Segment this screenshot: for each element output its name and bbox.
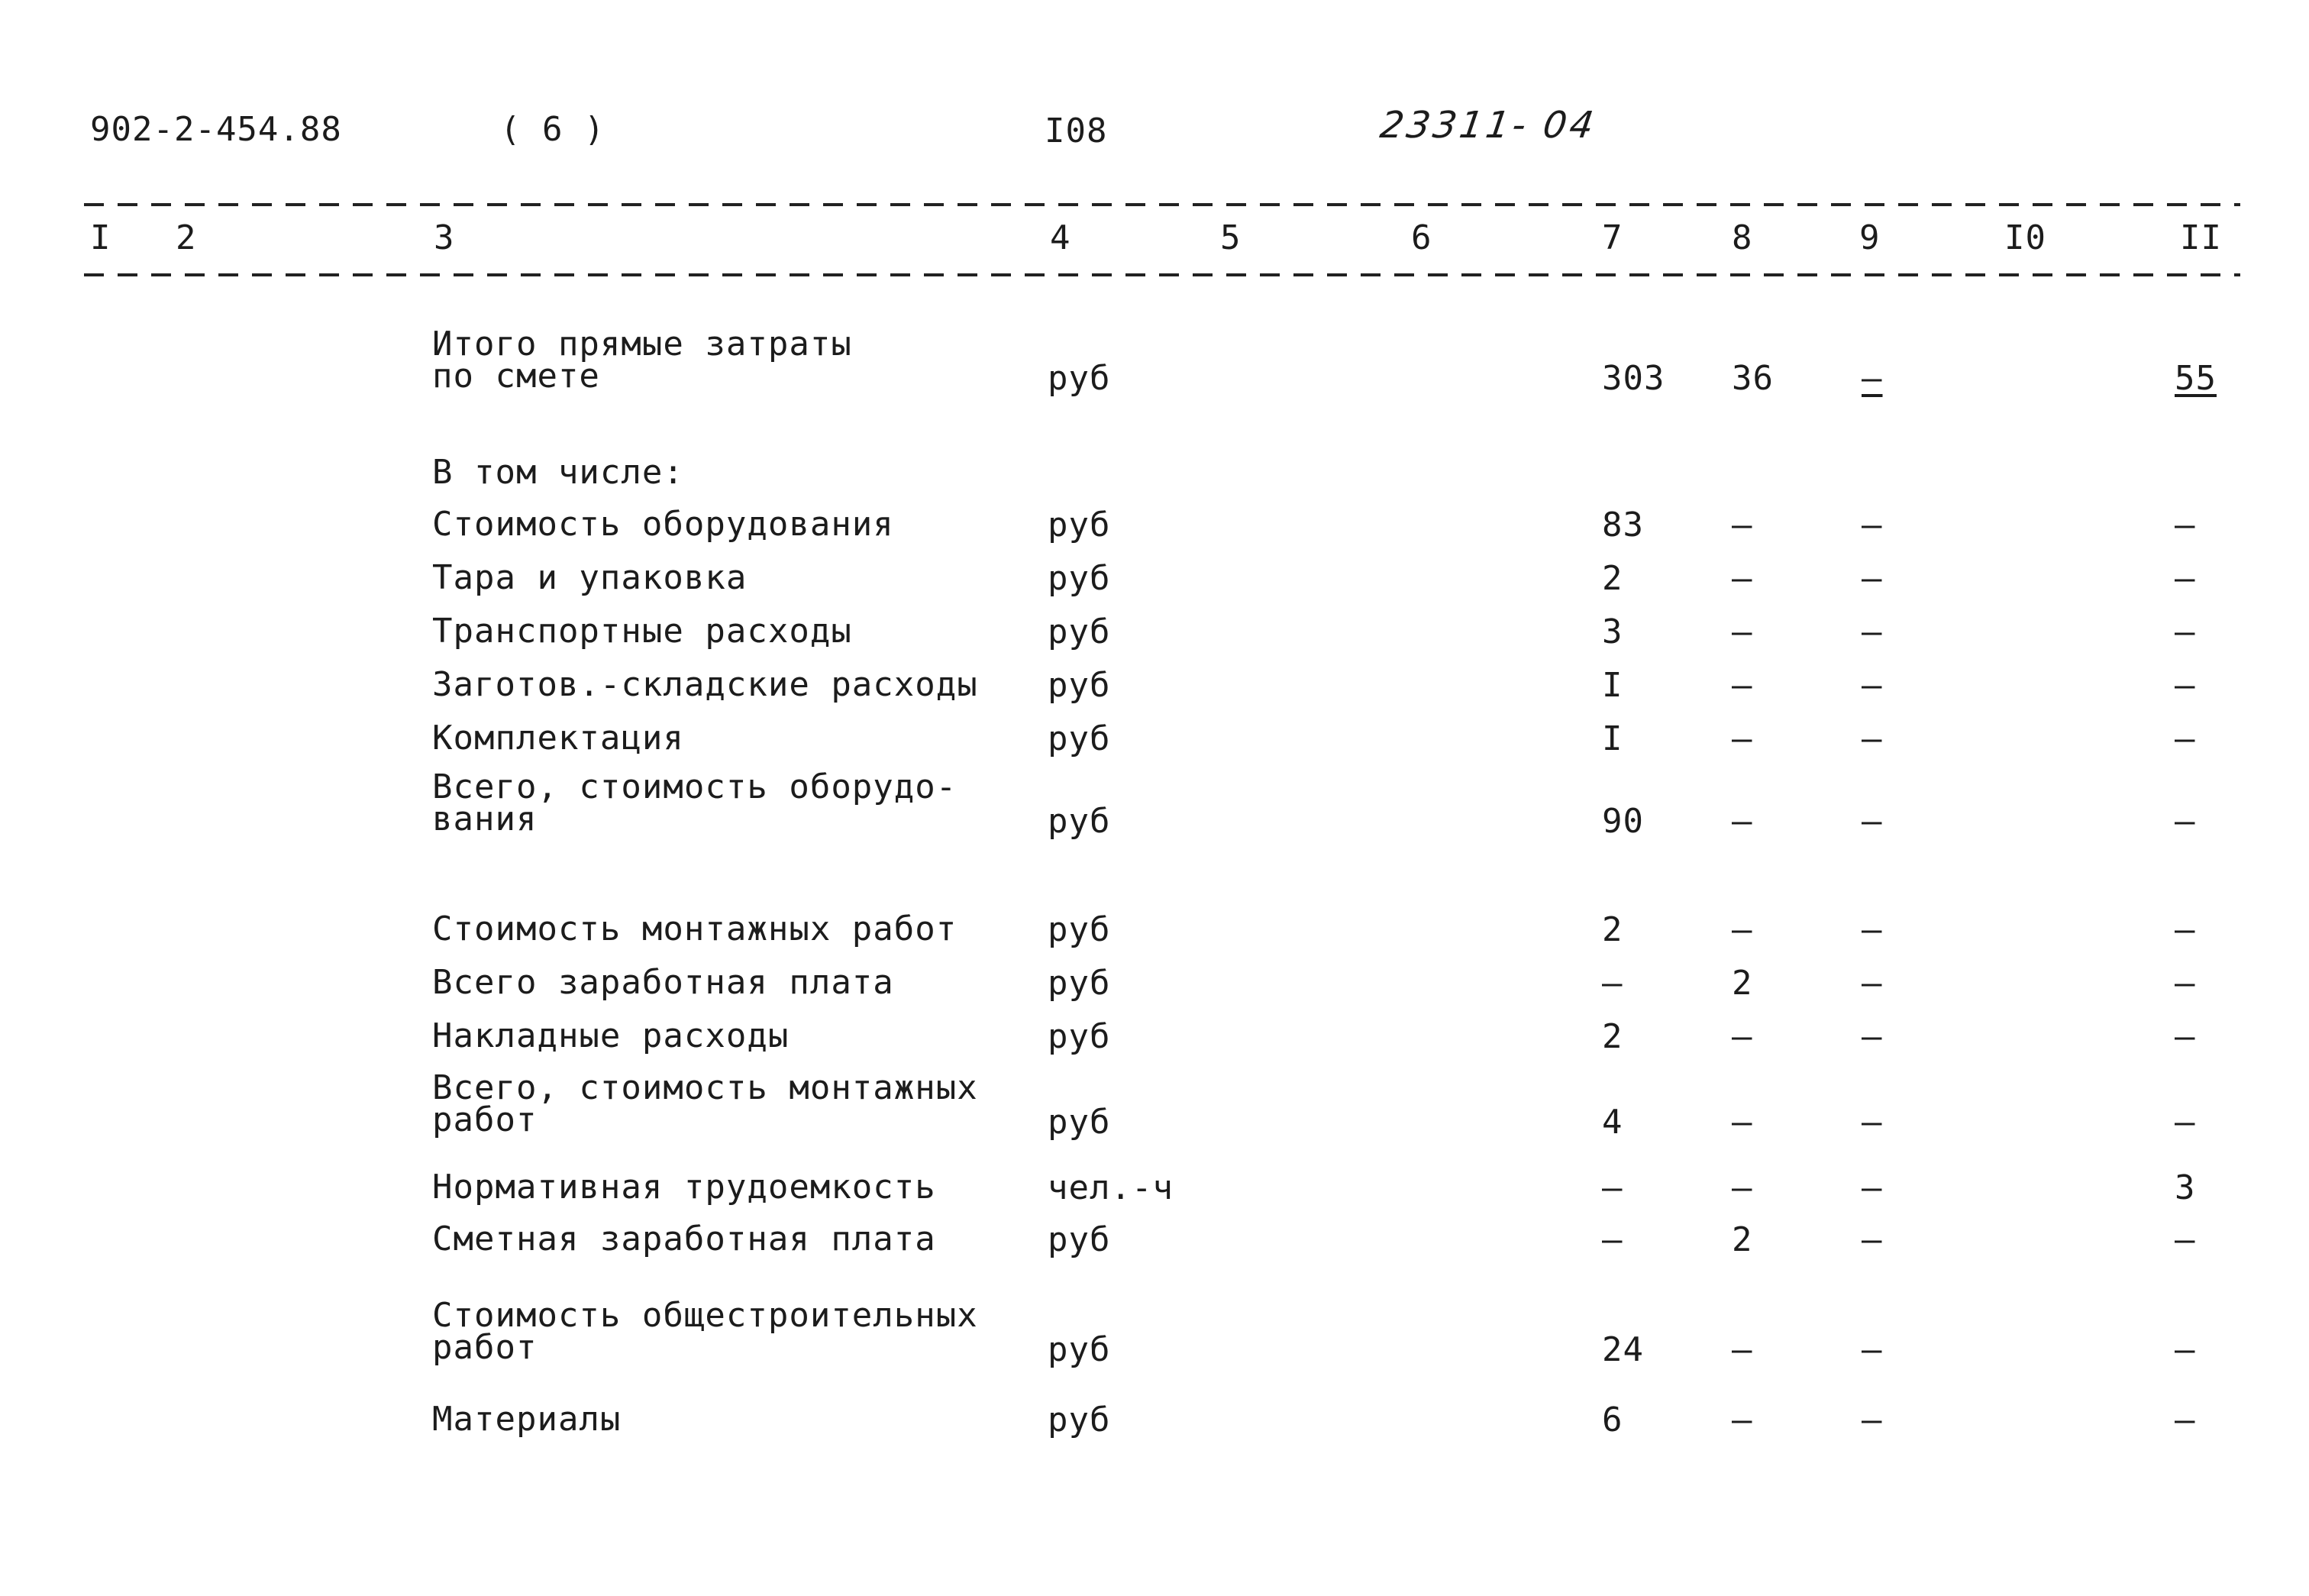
value-cell-c7: I — [1602, 719, 1623, 758]
row-label: Всего, стоимость монтажных работ — [432, 1068, 978, 1139]
value-cell-c7: 303 — [1602, 359, 1665, 398]
value-cell-c8: – — [1732, 1168, 1753, 1207]
value-cell-c9: – — [1862, 964, 1883, 1003]
value-cell-c8: – — [1732, 1103, 1753, 1142]
value-cell-c11: – — [2175, 1330, 2196, 1369]
row-label: Тара и упаковка — [432, 558, 748, 597]
value-cell-c9: – — [1862, 719, 1883, 758]
value-cell-c7: 2 — [1602, 559, 1623, 598]
value-cell-c11: – — [2175, 1401, 2196, 1439]
value-cell-c9: – — [1862, 1168, 1883, 1207]
row-label: Всего заработная плата — [432, 963, 894, 1002]
value-cell-c11: – — [2175, 506, 2196, 544]
row-label: Заготов.-складские расходы — [432, 665, 978, 704]
value-cell-c11: – — [2175, 719, 2196, 758]
row-label: Комплектация — [432, 719, 684, 758]
unit-cell: руб — [1048, 612, 1111, 651]
value-cell-c8: – — [1732, 1017, 1753, 1056]
value-cell-c11: – — [2175, 964, 2196, 1003]
value-cell-c11: – — [2175, 612, 2196, 651]
column-number: I0 — [2004, 218, 2046, 257]
value-cell-c11: 55 — [2175, 359, 2217, 398]
unit-cell: руб — [1048, 1103, 1111, 1142]
value-cell-c8: – — [1732, 559, 1753, 598]
value-cell-c9: – — [1862, 802, 1883, 841]
row-label: Итого прямые затраты по смете — [432, 325, 852, 396]
value-cell-c9: – — [1862, 1330, 1883, 1369]
value-cell-c8: – — [1732, 802, 1753, 841]
row-label: Всего, стоимость оборудо- вания — [432, 767, 958, 838]
value-cell-c11: – — [2175, 802, 2196, 841]
unit-cell: руб — [1048, 1330, 1111, 1369]
value-cell-c9: – — [1862, 1220, 1883, 1259]
value-cell-c8: – — [1732, 1401, 1753, 1439]
row-label: Транспортные расходы — [432, 612, 852, 651]
row-label: В том числе: — [432, 453, 684, 492]
value-cell-c9: – — [1862, 1017, 1883, 1056]
unit-cell: руб — [1048, 666, 1111, 705]
value-cell-c8: – — [1732, 506, 1753, 544]
header-rule-bottom — [84, 273, 2240, 276]
value-cell-c9: – — [1862, 1401, 1883, 1439]
column-number: 3 — [434, 218, 455, 257]
row-label: Накладные расходы — [432, 1016, 790, 1055]
value-cell-c7: 3 — [1602, 612, 1623, 651]
row-label: Стоимость общестроительных работ — [432, 1296, 978, 1367]
row-label: Сметная заработная плата — [432, 1220, 936, 1258]
handwritten-number: 23311- 04 — [1377, 104, 1600, 147]
value-cell-c9: – — [1862, 666, 1883, 705]
value-cell-c7: 24 — [1602, 1330, 1644, 1369]
value-cell-c7: I — [1602, 666, 1623, 705]
unit-cell: чел.-ч — [1048, 1168, 1174, 1207]
value-cell-c8: – — [1732, 719, 1753, 758]
value-cell-c7: 90 — [1602, 802, 1644, 841]
unit-cell: руб — [1048, 1220, 1111, 1259]
value-cell-c9: – — [1862, 1103, 1883, 1142]
unit-cell: руб — [1048, 559, 1111, 598]
column-number: 8 — [1732, 218, 1753, 257]
row-label: Стоимость монтажных работ — [432, 909, 958, 948]
unit-cell: руб — [1048, 506, 1111, 544]
column-number: 2 — [176, 218, 197, 257]
value-cell-c8: – — [1732, 612, 1753, 651]
page-number: I08 — [1045, 111, 1108, 150]
column-number: 7 — [1602, 218, 1623, 257]
unit-cell: руб — [1048, 1017, 1111, 1056]
value-cell-c8: – — [1732, 1330, 1753, 1369]
row-label: Стоимость оборудования — [432, 505, 894, 544]
value-cell-c11: – — [2175, 910, 2196, 949]
unit-cell: руб — [1048, 1401, 1111, 1439]
value-cell-c11: – — [2175, 666, 2196, 705]
value-cell-c8: – — [1732, 910, 1753, 949]
value-cell-c11: – — [2175, 1103, 2196, 1142]
value-cell-c11: – — [2175, 559, 2196, 598]
value-cell-c7: 2 — [1602, 1017, 1623, 1056]
value-cell-c9: – — [1862, 506, 1883, 544]
value-cell-c9: – — [1862, 612, 1883, 651]
unit-cell: руб — [1048, 802, 1111, 841]
row-label: Нормативная трудоемкость — [432, 1168, 936, 1207]
value-cell-c11: – — [2175, 1017, 2196, 1056]
value-cell-c7: 2 — [1602, 910, 1623, 949]
column-number: 4 — [1050, 218, 1071, 257]
unit-cell: руб — [1048, 910, 1111, 949]
header-rule-top — [84, 203, 2240, 206]
value-cell-c9: – — [1862, 910, 1883, 949]
column-number: II — [2180, 218, 2222, 257]
unit-cell: руб — [1048, 359, 1111, 398]
column-number: 6 — [1411, 218, 1432, 257]
value-cell-c9: – — [1862, 559, 1883, 598]
unit-cell: руб — [1048, 964, 1111, 1003]
value-cell-c7: – — [1602, 1168, 1623, 1207]
unit-cell: руб — [1048, 719, 1111, 758]
value-cell-c8: 2 — [1732, 964, 1753, 1003]
column-number: I — [90, 218, 111, 257]
value-cell-c7: – — [1602, 964, 1623, 1003]
value-cell-c8: – — [1732, 666, 1753, 705]
value-cell-c7: 4 — [1602, 1103, 1623, 1142]
value-cell-c8: 36 — [1732, 359, 1774, 398]
value-cell-c7: 83 — [1602, 506, 1644, 544]
row-label: Материалы — [432, 1400, 622, 1439]
value-cell-c7: – — [1602, 1220, 1623, 1259]
section-number: ( 6 ) — [500, 110, 606, 149]
value-cell-c7: 6 — [1602, 1401, 1623, 1439]
value-cell-c8: 2 — [1732, 1220, 1753, 1259]
value-cell-c11: 3 — [2175, 1168, 2196, 1207]
value-cell-c11: – — [2175, 1220, 2196, 1259]
column-number: 5 — [1220, 218, 1242, 257]
value-cell-c9: – — [1862, 359, 1883, 398]
column-number: 9 — [1859, 218, 1881, 257]
document-code: 902-2-454.88 — [90, 110, 342, 149]
